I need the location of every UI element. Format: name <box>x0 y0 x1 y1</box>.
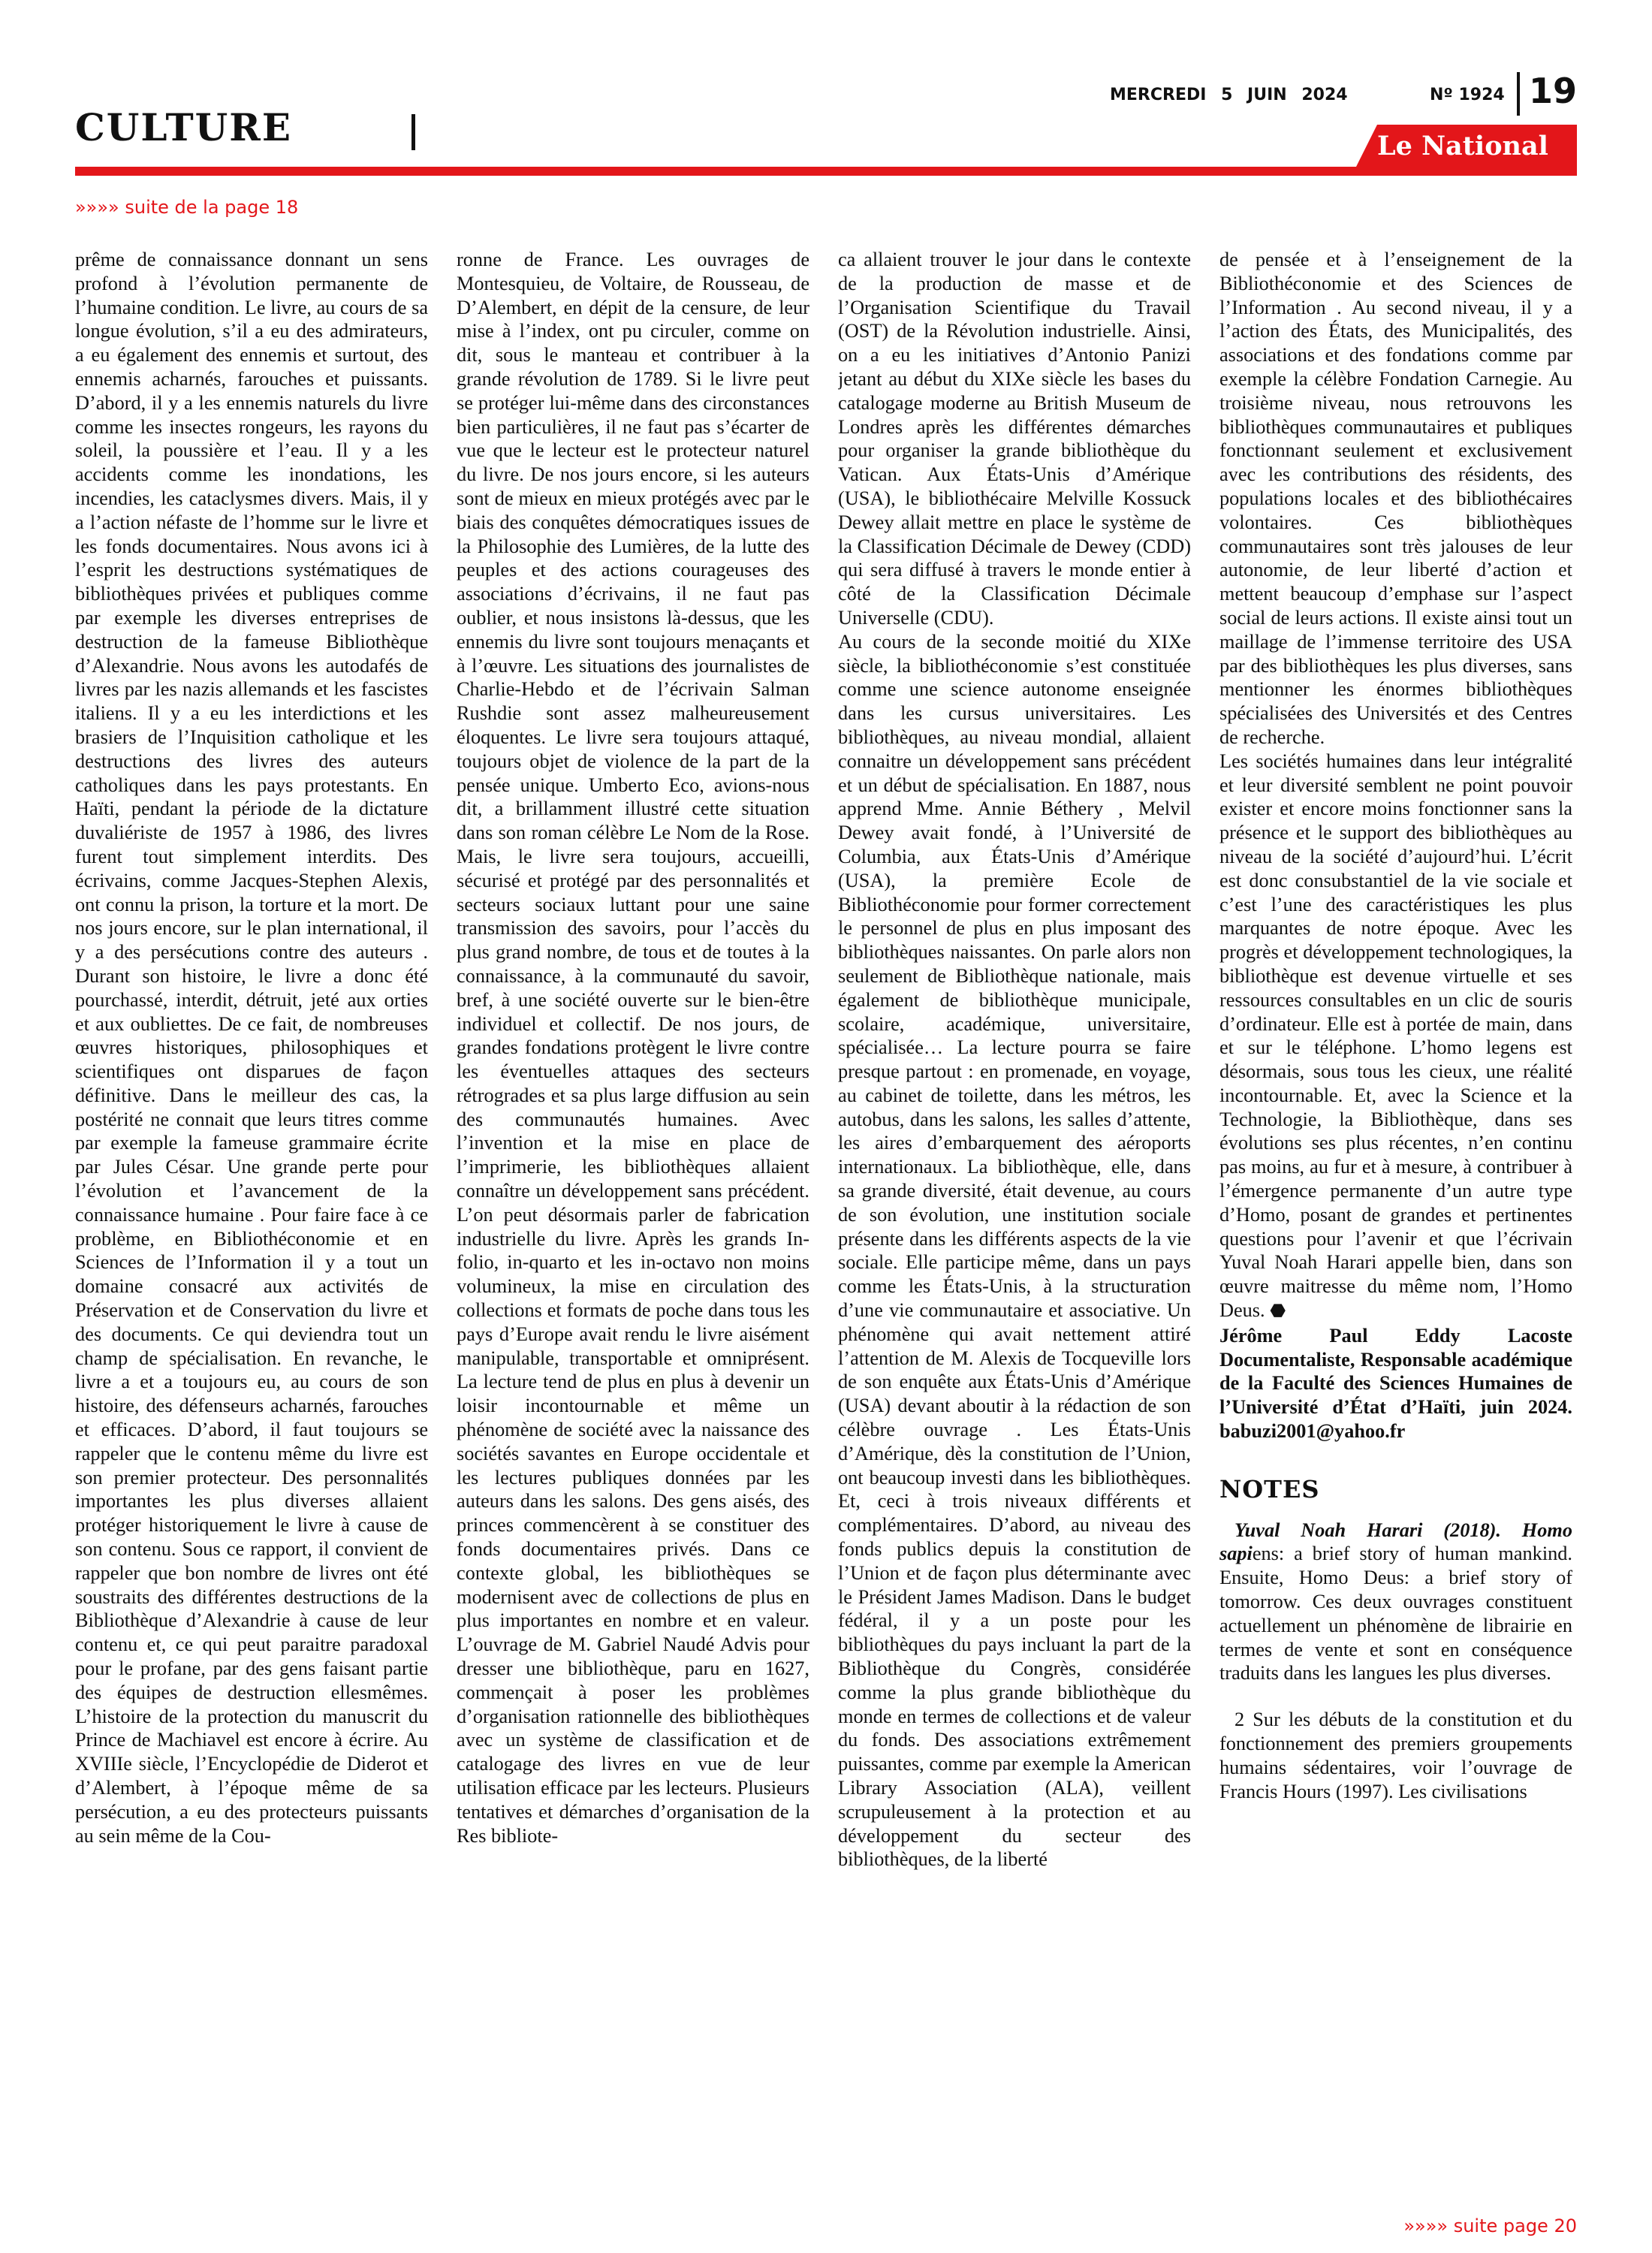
column-2-text: ronne de France. Les ouvrages de Montesquieu, de Voltaire, de Rousseau, de D’Alembert, en dépit de la censure, de leur mise à l’index, ont pu circuler, comme on dit, sous le manteau et contribuer à la grande révolution de 1789. Si le livre peut se protéger lui-même dans des circonstances bien particulières, il ne faut pas s’écarter de vue que le lecteur est le protecteur naturel du livre. De nos jours encore, si les auteurs sont de mieux en mieux protégés avec par le biais des conquêtes démocratiques issues de la Philosophie des Lumières, de la lutte des peuples et des actions courageuses des associations d’écrivains, il ne faut pas oublier, et nous insistons là-dessus, que les ennemis du livre sont toujours menaçants et à l’œuvre. Les situations des journalistes de Charlie-Hebdo et de l’écrivain Salman Rushdie sont assez malheureusement éloquentes. Le livre sera toujours attaqué, toujours objet de violence de la part de la pensée unique. Umberto Eco, avions-nous dit, a brillamment illustré cette situation dans son roman célèbre Le Nom de la Rose. Mais, le livre sera toujours, accueilli, sécurisé et protégé par des personnalités et secteurs sociaux luttant pour une saine transmission des savoirs, pour l’accès du plus grand nombre, de tous et de toutes à la connaissance, à la communauté du savoir, bref, à une société ouverte sur le bien-être individuel et collectif. De nos jours, de grandes fondations protègent le livre contre les éventuelles attaques des secteurs rétrogrades et sa plus large diffusion au sein des communautés humaines. Avec l’invention et la mise en place de l’imprimerie, les bibliothèques allaient connaître un développement sans précédent. L’on peut désormais parler de fabrication industrielle du livre. Après les grands In-folio, in-quarto et les in-octavo non moins volumineux, la mise en circulation des collections et formats de poche dans tous les pays d’Europe avait rendu le livre aisément manipulable, transportable et omniprésent. La lecture tend de plus en plus à devenir un loisir incontournable et même un phénomène de société avec la naissance des sociétés savantes en Europe occidentale et les lectures publiques données par les auteurs dans les salons. Des gens aisés, des princes commencèrent à se constituer des fonds documentaires privés. Dans ce contexte global, les bibliothèques se modernisent avec de collections de plus en plus importantes en nombre et en valeur. L’ouvrage de M. Gabriel Naudé Advis pour dresser une bibliothèque, paru en 1627, commençait à poser les problèmes d’organisation rationnelle des bibliothèques avec un système de classification et de catalogage des livres en vue de leur utilisation efficace par les lecteurs. Plusieurs tentatives et démarches d’organisation de la Res bibliote- <box>457 249 809 1847</box>
note-1-reference: Yuval Noah Harari (2018). Homo sapi <box>1219 1519 1572 1565</box>
column-4-paragraph-1: de pensée et à l’enseignement de la Bibliothéconomie et des Sciences de l’Information . Au second niveau, il y a l’action des États, des Municipalités, des associations et des fondations comme par exemple la célèbre Fondation Carnegie. Au troisième niveau, nous retrouvons les bibliothèques communautaires et publiques fonctionnant seulement et exclusivement avec les contributions des résidents, des populations locales et des bibliothécaires volontaires. Ces bibliothèques communautaires sont très jalouses de leur autonomie, de leur liberté d’action et mettent beaucoup d’emphase sur l’aspect social de leurs actions. Il existe ainsi tout un maillage de l’immense territoire des USA par des bibliothèques les plus diverses, sans mentionner les énormes bibliothèques spécialisées des Universités et des Centres de recherche. <box>1219 249 1572 748</box>
page-number-divider <box>1517 72 1520 116</box>
newspaper-brand: Le National <box>1377 131 1548 161</box>
notes-heading: NOTES <box>1219 1474 1320 1504</box>
author-signature: Jérôme Paul Eddy Lacoste Documentaliste, Responsable académique de la Faculté des Sciences Humaines de l’Université d’État d’Haïti, juin 2024. babuzi2001@yahoo.fr <box>1219 1324 1572 1443</box>
note-1-text: ens: a brief story of human mankind. Ensuite, Homo Deus: a brief story of tomorrow. Ces deux ouvrages constituent actuellement un phénomène de librairie en termes de vente et sont en conséquence traduits dans les langues les plus diverses. <box>1219 1543 1572 1684</box>
column-3-paragraph-2: Au cours de la seconde moitié du XIXe siècle, la bibliothéconomie s’est constituée comme une science autonome enseignée dans les cursus universitaires. Les bibliothèques, au niveau mondial, allaient connaitre un développement sans précédent et un début de spécialisation. En 1887, nous apprend Mme. Annie Béthery , Melvil Dewey avait fondé, à l’Université de Columbia, aux États-Unis d’Amérique (USA), la première Ecole de Bibliothéconomie pour former correctement le personnel de plus en plus imposant des bibliothèques naissantes. On parle alors non seulement de Bibliothèque nationale, mais également de bibliothèque municipale, scolaire, académique, universitaire, spécialisée… La lecture pourra se faire presque partout : en promenade, en voyage, au cabinet de toilette, dans les métros, les autobus, dans les salons, les salles d’attente, les aires d’embarquement des aéroports internationaux. La bibliothèque, elle, dans sa grande diversité, était devenue, au cours de son évolution, une institution sociale présente dans les différents aspects de la vie sociale. Elle participe même, dans un pays comme les États-Unis, à la structuration d’une vie communautaire et associative. Un phénomène qui avait nettement attiré l’attention de M. Alexis de Tocqueville lors de son enquête aux États-Unis d’Amérique (USA) devant aboutir à la rédaction de son célèbre ouvrage . Les États-Unis d’Amérique, dès la constitution de l’Union, ont beaucoup investi dans les bibliothèques. Et, ceci à trois niveaux différents et complémentaires. D’abord, au niveau des fonds publics depuis la constitution de l’Union et de façon plus déterminante avec le Président James Madison. Dans le budget fédéral, il y a un poste pour les bibliothèques du pays incluant la part de la Bibliothèque du Congrès, considérée comme la plus grande bibliothèque du monde en termes de collections et de valeur du fonds. Des associations extrêmement puissantes, comme par exemple la American Library Association (ALA), veillent scrupuleusement à la protection et au développement du secteur des bibliothèques, de la liberté <box>838 630 1191 1871</box>
note-1 <box>1219 1519 1572 1686</box>
issue-number: Nº 1924 <box>1430 86 1505 104</box>
column-4-paragraph-2 <box>1219 749 1572 1324</box>
article-column-1 <box>75 248 428 2215</box>
section-title: CULTURE <box>75 105 292 149</box>
title-divider <box>411 114 415 150</box>
note-2: 2 Sur les débuts de la constitution et du fonctionnement des premiers groupements humains sédentaires, voir l’ouvrage de Francis Hours (1997). Les civilisations <box>1219 1709 1572 1802</box>
article-end-mark-icon: ⬣ <box>1270 1301 1286 1322</box>
article-column-4 <box>1219 248 1572 2215</box>
article-column-3 <box>838 248 1191 2215</box>
continued-from-link[interactable]: »»»» suite de la page 18 <box>75 197 299 218</box>
column-4-paragraph-2-text: Les sociétés humaines dans leur intégralité et leur diversité semblent ne point pouvoir exister et encore moins fonctionner sans la présence et le support des bibliothèques au niveau de la société d’aujourd’hui. L’écrit est donc consubstantiel de la vie sociale et c’est l’une des caractéristiques les plus marquantes de notre époque. Avec les progrès et développement technologiques, la bibliothèque est devenue virtuelle et ses ressources consultables en un clic de souris d’ordinateur. Elle est à portée de main, dans et sur le téléphone. L’homo legens est désormais, sous tous les cieux, une réalité incontournable. Et, avec la Science et la Technologie, la Bibliothèque, dans ses évolutions ses plus récentes, n’en continu pas moins, au fur et à mesure, à contribuer à l’émergence permanente d’un autre type d’Homo, posant de grandes et pertinentes questions pour l’avenir et que l’écrivain Yuval Noah Harari appelle bien, dans son œuvre maitresse du même nom, l’Homo Deus. <box>1219 749 1572 1322</box>
issue-date: MERCREDI 5 JUIN 2024 <box>1110 86 1348 104</box>
column-3-paragraph-1: ca allaient trouver le jour dans le contexte de la production de masse et de l’Organisation Scientifique du Travail (OST) de la Révolution industrielle. Ainsi, on a eu les initiatives d’Antonio Panizi jetant au début du XIXe siècle les bases du catalogage moderne au British Museum de Londres après les différentes démarches pour organiser la grande bibliothèque du Vatican. Aux États-Unis d’Amérique (USA), le bibliothécaire Melville Kossuck Dewey allait mettre en place le système de la Classification Décimale de Dewey (CDD) qui sera diffusé à travers le monde entier à côté de la Classification Décimale Universelle (CDU). <box>838 249 1191 629</box>
article-column-2 <box>457 248 809 2215</box>
continued-to-link[interactable]: »»»» suite page 20 <box>1403 2215 1577 2236</box>
header-red-rule <box>75 167 1577 176</box>
page-number: 19 <box>1529 71 1578 111</box>
column-1-text: prême de connaissance donnant un sens profond à l’évolution permanente de l’humaine condition. Le livre, au cours de sa longue évolution, s’il a eu des admirateurs, a eu également des ennemis et surtout, des ennemis acharnés, farouches et puissants. D’abord, il y a les ennemis naturels du livre comme les insectes rongeurs, les rayons du soleil, la poussière et l’eau. Il y a les accidents comme les inondations, les incendies, les cataclysmes divers. Mais, il y a l’action néfaste de l’homme sur le livre et les fonds documentaires. Nous avons ici à l’esprit les destructions systématiques de bibliothèques privées et publiques comme par exemple les diverses entreprises de destruction de la fameuse Bibliothèque d’Alexandrie. Nous avons les autodafés de livres par les nazis allemands et les fascistes italiens. Il y a eu les interdictions et les brasiers de l’Inquisition catholique et les destructions des livres des auteurs catholiques dans les pays protestants. En Haïti, pendant la période de la dictature duvaliériste de 1957 à 1986, des livres furent tout simplement interdits. Des écrivains, comme Jacques-Stephen Alexis, ont connu la prison, la torture et la mort. De nos jours encore, sur le plan international, il y a des persécutions contre des auteurs . Durant son histoire, le livre a donc été pourchassé, interdit, détruit, jeté aux orties et aux oubliettes. De ce fait, de nombreuses œuvres historiques, philosophiques et scientifiques ont disparues de façon définitive. Dans le meilleur des cas, la postérité ne connait que leurs titres comme par exemple la fameuse grammaire écrite par Jules César. Une grande perte pour l’évolution et l’avancement de la connaissance humaine . Pour faire face à ce problème, en Bibliothéconomie et en Sciences de l’Information il y a tout un domaine consacré aux activités de Préservation et de Conservation du livre et des documents. Ce qui deviendra tout un champ de spécialisation. En revanche, le livre a et a toujours eu, au cours de son histoire, des défenseurs acharnés, farouches et efficaces. D’abord, il faut toujours se rappeler que le contenu même du livre est son premier protecteur. Des personnalités importantes les plus diverses allaient protéger historiquement le livre à cause de son contenu. Sous ce rapport, il convient de rappeler que bon nombre de livres ont été soustraits des différentes destructions de la Bibliothèque d’Alexandrie à cause de leur contenu et, ce qui peut paraitre paradoxal pour le profane, par des gens faisant partie des équipes de destruction ellesmêmes. L’histoire de la protection du manuscrit du Prince de Machiavel est encore à écrire. Au XVIIIe siècle, l’Encyclopédie de Diderot et d’Alembert, à l’époque même de sa persécution, a eu des protecteurs puissants au sein même de la Cou- <box>75 249 428 1847</box>
